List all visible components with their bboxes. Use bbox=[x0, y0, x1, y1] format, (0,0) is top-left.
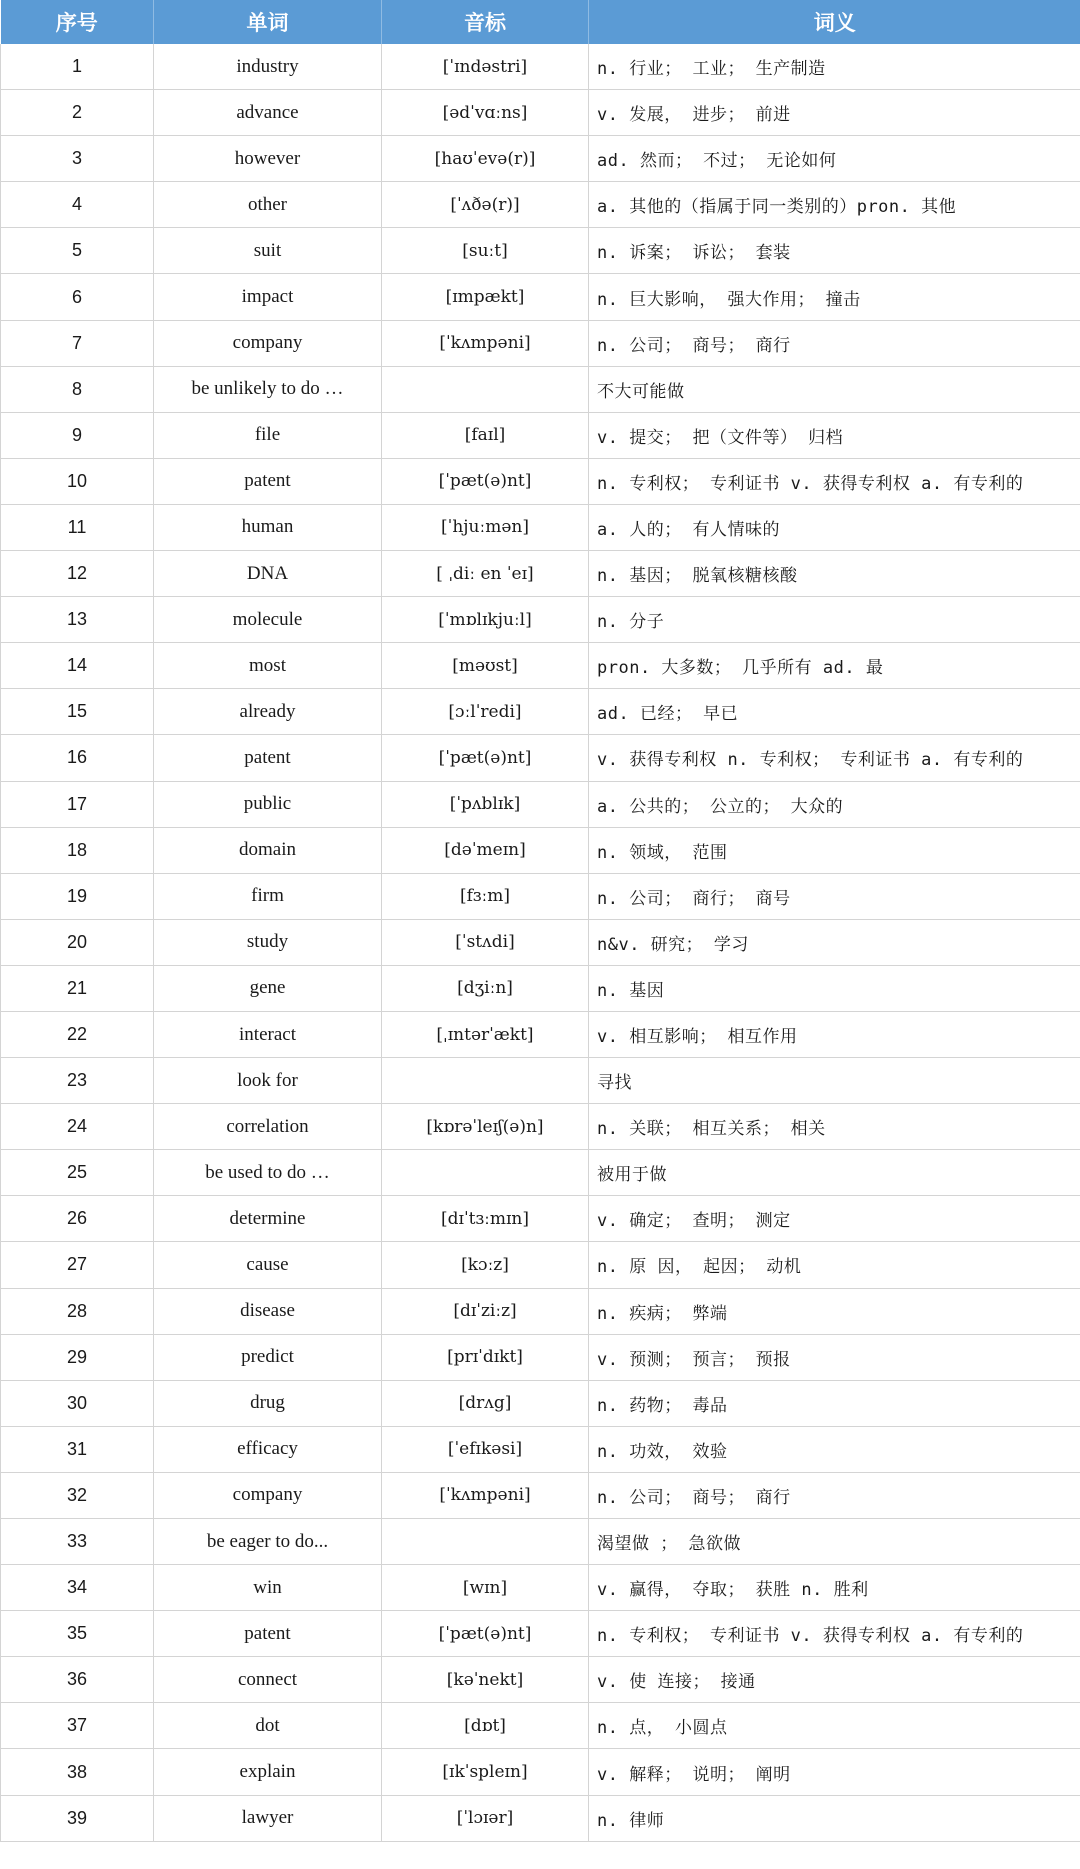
table-header bbox=[1, 0, 1080, 44]
row-definition: a. 人的； 有人情味的 bbox=[589, 504, 1080, 550]
row-phonetic: [fɜːm] bbox=[382, 873, 589, 919]
row-word: DNA bbox=[154, 551, 382, 597]
row-word: company bbox=[154, 320, 382, 366]
row-phonetic: [ˈʌðə(r)] bbox=[382, 182, 589, 228]
row-definition: n. 专利权； 专利证书 v. 获得专利权 a. 有专利的 bbox=[589, 458, 1080, 504]
row-word: be eager to do... bbox=[154, 1519, 382, 1565]
row-index: 26 bbox=[1, 1196, 154, 1242]
row-phonetic: [ˈmɒlɪkjuːl] bbox=[382, 597, 589, 643]
table-row bbox=[1, 136, 1080, 182]
table-row bbox=[1, 366, 1080, 412]
row-word: already bbox=[154, 689, 382, 735]
row-definition: n&v. 研究； 学习 bbox=[589, 919, 1080, 965]
row-phonetic: [faɪl] bbox=[382, 412, 589, 458]
table-row bbox=[1, 781, 1080, 827]
row-definition: v. 相互影响； 相互作用 bbox=[589, 1011, 1080, 1057]
row-phonetic bbox=[382, 1058, 589, 1104]
table-row bbox=[1, 1565, 1080, 1611]
table-row bbox=[1, 1104, 1080, 1150]
table-row bbox=[1, 735, 1080, 781]
table-row bbox=[1, 1334, 1080, 1380]
row-word: be unlikely to do … bbox=[154, 366, 382, 412]
row-word: drug bbox=[154, 1380, 382, 1426]
row-phonetic: [ˈpæt(ə)nt] bbox=[382, 735, 589, 781]
row-index: 36 bbox=[1, 1657, 154, 1703]
row-phonetic bbox=[382, 1150, 589, 1196]
row-definition: n. 药物； 毒品 bbox=[589, 1380, 1080, 1426]
row-index: 10 bbox=[1, 458, 154, 504]
row-index: 39 bbox=[1, 1795, 154, 1841]
row-phonetic: [ˈefɪkəsi] bbox=[382, 1426, 589, 1472]
row-index: 19 bbox=[1, 873, 154, 919]
row-phonetic: [ˈɪndəstri] bbox=[382, 44, 589, 90]
row-phonetic bbox=[382, 1519, 589, 1565]
table-row bbox=[1, 873, 1080, 919]
row-word: study bbox=[154, 919, 382, 965]
row-word: efficacy bbox=[154, 1426, 382, 1472]
row-phonetic: [drʌg] bbox=[382, 1380, 589, 1426]
row-index: 20 bbox=[1, 919, 154, 965]
row-definition: n. 关联； 相互关系； 相关 bbox=[589, 1104, 1080, 1150]
row-definition: n. 原 因， 起因； 动机 bbox=[589, 1242, 1080, 1288]
table-row bbox=[1, 1288, 1080, 1334]
row-word: interact bbox=[154, 1011, 382, 1057]
row-index: 14 bbox=[1, 643, 154, 689]
table-row bbox=[1, 1150, 1080, 1196]
row-index: 5 bbox=[1, 228, 154, 274]
row-phonetic: [dɪˈziːz] bbox=[382, 1288, 589, 1334]
table-row bbox=[1, 1011, 1080, 1057]
row-definition: n. 基因 bbox=[589, 965, 1080, 1011]
row-index: 34 bbox=[1, 1565, 154, 1611]
row-phonetic: [wɪn] bbox=[382, 1565, 589, 1611]
row-word: file bbox=[154, 412, 382, 458]
row-phonetic: [məʊst] bbox=[382, 643, 589, 689]
row-phonetic: [ˌɪntərˈækt] bbox=[382, 1011, 589, 1057]
row-definition: v. 解释； 说明； 阐明 bbox=[589, 1749, 1080, 1795]
row-definition: n. 点， 小圆点 bbox=[589, 1703, 1080, 1749]
row-word: determine bbox=[154, 1196, 382, 1242]
row-word: dot bbox=[154, 1703, 382, 1749]
row-phonetic: [kəˈnekt] bbox=[382, 1657, 589, 1703]
table-row bbox=[1, 1380, 1080, 1426]
row-word: suit bbox=[154, 228, 382, 274]
row-word: explain bbox=[154, 1749, 382, 1795]
row-phonetic: [kɒrəˈleɪʃ(ə)n] bbox=[382, 1104, 589, 1150]
row-word: firm bbox=[154, 873, 382, 919]
row-word: look for bbox=[154, 1058, 382, 1104]
row-index: 22 bbox=[1, 1011, 154, 1057]
table-row bbox=[1, 1472, 1080, 1518]
row-index: 6 bbox=[1, 274, 154, 320]
row-phonetic: [dɪˈtɜːmɪn] bbox=[382, 1196, 589, 1242]
table-row bbox=[1, 1611, 1080, 1657]
row-index: 17 bbox=[1, 781, 154, 827]
row-index: 35 bbox=[1, 1611, 154, 1657]
row-definition: 被用于做 bbox=[589, 1150, 1080, 1196]
row-word: predict bbox=[154, 1334, 382, 1380]
row-phonetic: [ˈhjuːmən] bbox=[382, 504, 589, 550]
row-word: patent bbox=[154, 1611, 382, 1657]
row-definition: a. 其他的（指属于同一类别的）pron. 其他 bbox=[589, 182, 1080, 228]
row-index: 29 bbox=[1, 1334, 154, 1380]
row-definition: v. 发展， 进步； 前进 bbox=[589, 90, 1080, 136]
table-row bbox=[1, 90, 1080, 136]
table-row bbox=[1, 182, 1080, 228]
row-index: 28 bbox=[1, 1288, 154, 1334]
row-definition: v. 预测； 预言； 预报 bbox=[589, 1334, 1080, 1380]
row-definition: 不大可能做 bbox=[589, 366, 1080, 412]
row-definition: n. 基因； 脱氧核糖核酸 bbox=[589, 551, 1080, 597]
row-definition: n. 律师 bbox=[589, 1795, 1080, 1841]
table-row bbox=[1, 1058, 1080, 1104]
row-phonetic: [ˈlɔɪər] bbox=[382, 1795, 589, 1841]
row-definition: n. 公司； 商号； 商行 bbox=[589, 1472, 1080, 1518]
row-word: gene bbox=[154, 965, 382, 1011]
row-word: public bbox=[154, 781, 382, 827]
table-row bbox=[1, 919, 1080, 965]
row-word: molecule bbox=[154, 597, 382, 643]
header-definition: 词义 bbox=[589, 0, 1080, 44]
row-index: 23 bbox=[1, 1058, 154, 1104]
row-index: 2 bbox=[1, 90, 154, 136]
row-index: 30 bbox=[1, 1380, 154, 1426]
header-phonetic: 音标 bbox=[382, 0, 589, 44]
row-definition: v. 提交； 把（文件等） 归档 bbox=[589, 412, 1080, 458]
row-index: 21 bbox=[1, 965, 154, 1011]
row-index: 25 bbox=[1, 1150, 154, 1196]
row-definition: ad. 已经； 早已 bbox=[589, 689, 1080, 735]
row-word: most bbox=[154, 643, 382, 689]
row-index: 27 bbox=[1, 1242, 154, 1288]
table-row bbox=[1, 1795, 1080, 1841]
table-row bbox=[1, 320, 1080, 366]
row-phonetic: [ɪkˈspleɪn] bbox=[382, 1749, 589, 1795]
row-phonetic: [ˈpæt(ə)nt] bbox=[382, 458, 589, 504]
row-phonetic: [ədˈvɑːns] bbox=[382, 90, 589, 136]
row-index: 18 bbox=[1, 827, 154, 873]
row-phonetic: [dɒt] bbox=[382, 1703, 589, 1749]
table-row bbox=[1, 689, 1080, 735]
row-index: 9 bbox=[1, 412, 154, 458]
table-row bbox=[1, 1703, 1080, 1749]
table-row bbox=[1, 228, 1080, 274]
row-phonetic: [suːt] bbox=[382, 228, 589, 274]
table-row bbox=[1, 274, 1080, 320]
row-word: company bbox=[154, 1472, 382, 1518]
table-row bbox=[1, 551, 1080, 597]
row-phonetic: [ɪmpækt] bbox=[382, 274, 589, 320]
row-word: impact bbox=[154, 274, 382, 320]
row-index: 7 bbox=[1, 320, 154, 366]
row-index: 4 bbox=[1, 182, 154, 228]
row-word: domain bbox=[154, 827, 382, 873]
row-definition: n. 行业； 工业； 生产制造 bbox=[589, 44, 1080, 90]
row-phonetic: [ɔːlˈredi] bbox=[382, 689, 589, 735]
row-index: 12 bbox=[1, 551, 154, 597]
row-index: 15 bbox=[1, 689, 154, 735]
row-definition: n. 公司； 商行； 商号 bbox=[589, 873, 1080, 919]
row-word: disease bbox=[154, 1288, 382, 1334]
row-index: 33 bbox=[1, 1519, 154, 1565]
row-definition: n. 领域， 范围 bbox=[589, 827, 1080, 873]
row-index: 16 bbox=[1, 735, 154, 781]
row-definition: n. 巨大影响， 强大作用； 撞击 bbox=[589, 274, 1080, 320]
row-word: lawyer bbox=[154, 1795, 382, 1841]
table-row bbox=[1, 643, 1080, 689]
table-row bbox=[1, 1657, 1080, 1703]
row-index: 31 bbox=[1, 1426, 154, 1472]
row-word: correlation bbox=[154, 1104, 382, 1150]
row-definition: v. 获得专利权 n. 专利权； 专利证书 a. 有专利的 bbox=[589, 735, 1080, 781]
header-index: 序号 bbox=[1, 0, 154, 44]
row-word: other bbox=[154, 182, 382, 228]
row-phonetic: [ ˌdiː en ˈeɪ] bbox=[382, 551, 589, 597]
row-index: 13 bbox=[1, 597, 154, 643]
row-phonetic: [prɪˈdɪkt] bbox=[382, 1334, 589, 1380]
table-row bbox=[1, 1749, 1080, 1795]
row-definition: n. 功效， 效验 bbox=[589, 1426, 1080, 1472]
row-definition: a. 公共的； 公立的； 大众的 bbox=[589, 781, 1080, 827]
header-word: 单词 bbox=[154, 0, 382, 44]
table-body bbox=[1, 44, 1080, 1841]
row-index: 38 bbox=[1, 1749, 154, 1795]
row-phonetic bbox=[382, 366, 589, 412]
row-phonetic: [haʊˈevə(r)] bbox=[382, 136, 589, 182]
table-row bbox=[1, 1519, 1080, 1565]
table-row bbox=[1, 827, 1080, 873]
row-definition: 寻找 bbox=[589, 1058, 1080, 1104]
row-index: 37 bbox=[1, 1703, 154, 1749]
row-definition: n. 公司； 商号； 商行 bbox=[589, 320, 1080, 366]
row-word: be used to do … bbox=[154, 1150, 382, 1196]
table-row bbox=[1, 458, 1080, 504]
row-definition: 渴望做 ； 急欲做 bbox=[589, 1519, 1080, 1565]
row-phonetic: [ˈpæt(ə)nt] bbox=[382, 1611, 589, 1657]
header-row bbox=[1, 0, 1080, 44]
row-index: 3 bbox=[1, 136, 154, 182]
table-row bbox=[1, 1426, 1080, 1472]
row-word: industry bbox=[154, 44, 382, 90]
row-definition: v. 确定； 查明； 测定 bbox=[589, 1196, 1080, 1242]
row-definition: v. 使 连接； 接通 bbox=[589, 1657, 1080, 1703]
row-definition: n. 诉案； 诉讼； 套装 bbox=[589, 228, 1080, 274]
row-word: connect bbox=[154, 1657, 382, 1703]
row-definition: ad. 然而； 不过； 无论如何 bbox=[589, 136, 1080, 182]
row-definition: n. 分子 bbox=[589, 597, 1080, 643]
row-word: win bbox=[154, 1565, 382, 1611]
table-row bbox=[1, 597, 1080, 643]
table-row bbox=[1, 1196, 1080, 1242]
table-row bbox=[1, 1242, 1080, 1288]
table-row bbox=[1, 44, 1080, 90]
row-word: cause bbox=[154, 1242, 382, 1288]
row-phonetic: [ˈpʌblɪk] bbox=[382, 781, 589, 827]
row-definition: pron. 大多数； 几乎所有 ad. 最 bbox=[589, 643, 1080, 689]
row-index: 1 bbox=[1, 44, 154, 90]
table-row bbox=[1, 412, 1080, 458]
table-row bbox=[1, 965, 1080, 1011]
row-phonetic: [ˈkʌmpəni] bbox=[382, 320, 589, 366]
row-word: human bbox=[154, 504, 382, 550]
row-index: 32 bbox=[1, 1472, 154, 1518]
row-definition: n. 疾病； 弊端 bbox=[589, 1288, 1080, 1334]
row-phonetic: [dəˈmeɪn] bbox=[382, 827, 589, 873]
row-word: however bbox=[154, 136, 382, 182]
row-index: 11 bbox=[1, 504, 154, 550]
row-phonetic: [ˈkʌmpəni] bbox=[382, 1472, 589, 1518]
row-phonetic: [dʒiːn] bbox=[382, 965, 589, 1011]
row-phonetic: [ˈstʌdi] bbox=[382, 919, 589, 965]
row-definition: v. 赢得， 夺取； 获胜 n. 胜利 bbox=[589, 1565, 1080, 1611]
row-word: patent bbox=[154, 458, 382, 504]
row-word: patent bbox=[154, 735, 382, 781]
row-definition: n. 专利权； 专利证书 v. 获得专利权 a. 有专利的 bbox=[589, 1611, 1080, 1657]
table-row bbox=[1, 504, 1080, 550]
row-index: 24 bbox=[1, 1104, 154, 1150]
row-phonetic: [kɔːz] bbox=[382, 1242, 589, 1288]
row-index: 8 bbox=[1, 366, 154, 412]
row-word: advance bbox=[154, 90, 382, 136]
